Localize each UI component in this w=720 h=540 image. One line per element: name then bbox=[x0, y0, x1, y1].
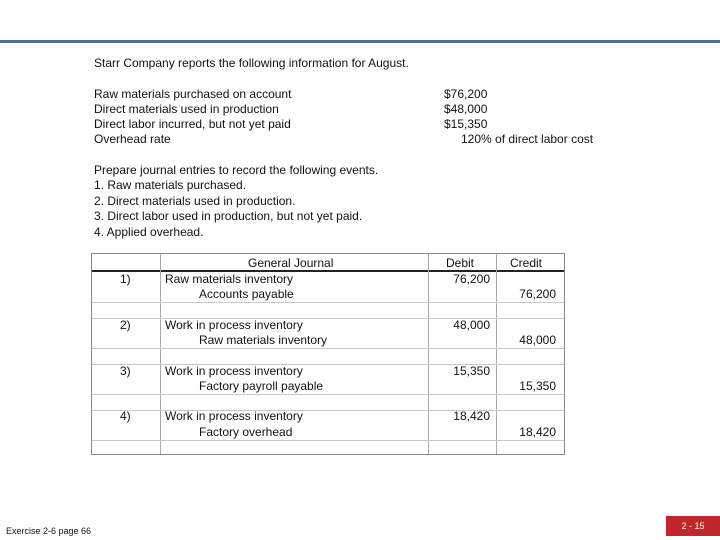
info-row bbox=[94, 132, 614, 147]
credit-account: Accounts payable bbox=[199, 287, 294, 301]
debit-amount: 76,200 bbox=[453, 272, 490, 286]
top-rule bbox=[0, 40, 720, 43]
debit-account: Work in process inventory bbox=[165, 318, 303, 332]
prompt-line: 3. Direct labor used in production, but not yet paid. bbox=[94, 209, 363, 224]
info-label: Direct labor incurred, but not yet paid bbox=[94, 117, 291, 131]
credit-amount: 15,350 bbox=[519, 379, 556, 393]
info-label: Direct materials used in production bbox=[94, 102, 279, 116]
grid-line bbox=[92, 394, 564, 395]
debit-account: Raw materials inventory bbox=[165, 272, 294, 286]
entry-number: 3) bbox=[120, 364, 131, 378]
debit-amount: 18,420 bbox=[453, 409, 490, 423]
header-general-journal: General Journal bbox=[248, 256, 334, 270]
entry-number: 1) bbox=[120, 272, 131, 286]
grid-line bbox=[92, 410, 564, 411]
debit-amount: 15,350 bbox=[453, 364, 490, 378]
general-journal-table bbox=[91, 253, 565, 455]
credit-account: Factory overhead bbox=[199, 425, 293, 439]
credit-account: Factory payroll payable bbox=[199, 379, 324, 393]
entry-number: 4) bbox=[120, 409, 131, 423]
prompt-line: 4. Applied overhead. bbox=[94, 224, 204, 239]
prompt-line: 1. Raw materials purchased. bbox=[94, 178, 247, 193]
prompt-line: Prepare journal entries to record the following events. bbox=[94, 163, 379, 177]
grid-line bbox=[92, 440, 564, 441]
exercise-reference: Exercise 2-6 page 66 bbox=[6, 526, 92, 536]
info-row bbox=[94, 87, 614, 102]
debit-amount: 48,000 bbox=[453, 318, 490, 332]
intro-text: Starr Company reports the following information for August. bbox=[94, 56, 409, 70]
grid-line bbox=[496, 254, 497, 454]
info-row bbox=[94, 102, 614, 117]
credit-account: Raw materials inventory bbox=[199, 333, 328, 347]
credit-amount: 76,200 bbox=[519, 287, 556, 301]
grid-line bbox=[92, 302, 564, 303]
info-value: 120% of direct labor cost bbox=[461, 132, 594, 146]
prompt-list bbox=[94, 163, 378, 240]
info-list bbox=[94, 87, 614, 147]
grid-line bbox=[160, 254, 161, 454]
debit-account: Work in process inventory bbox=[165, 409, 303, 423]
page-number-badge: 2 - 15 bbox=[666, 516, 720, 536]
header-debit: Debit bbox=[446, 256, 475, 270]
info-value: $76,200 bbox=[444, 87, 488, 101]
grid-line bbox=[92, 318, 564, 319]
entry-number: 2) bbox=[120, 318, 131, 332]
credit-amount: 48,000 bbox=[519, 333, 556, 347]
grid-line bbox=[428, 254, 429, 454]
credit-amount: 18,420 bbox=[519, 425, 556, 439]
info-value: $15,350 bbox=[444, 117, 488, 131]
prompt-line: 2. Direct materials used in production. bbox=[94, 193, 296, 208]
info-value: $48,000 bbox=[444, 102, 488, 116]
debit-account: Work in process inventory bbox=[165, 364, 303, 378]
header-credit: Credit bbox=[510, 256, 543, 270]
info-label: Raw materials purchased on account bbox=[94, 87, 292, 101]
grid-line bbox=[92, 364, 564, 365]
info-label: Overhead rate bbox=[94, 132, 171, 146]
grid-line bbox=[92, 348, 564, 349]
info-row bbox=[94, 117, 614, 132]
